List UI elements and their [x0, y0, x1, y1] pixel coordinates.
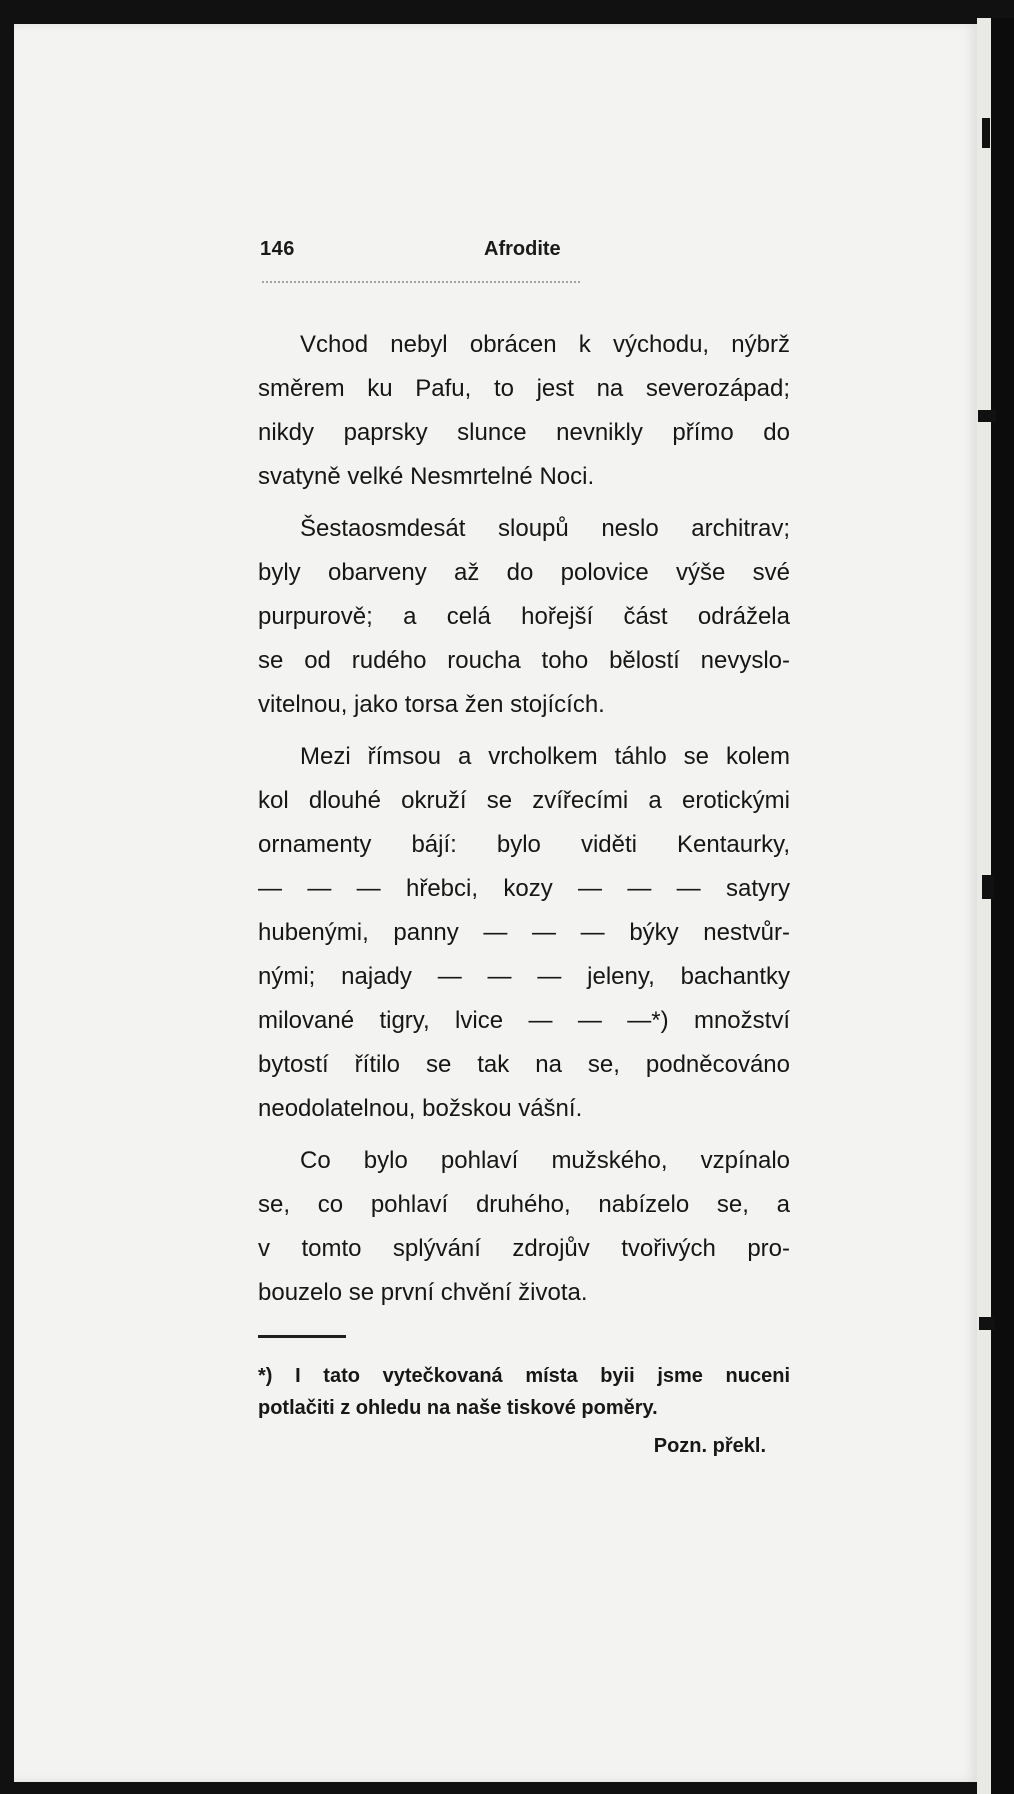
text-line: Co bylo pohlaví mužského, vzpínalo [300, 1147, 790, 1174]
text-line: Vchod nebyl obrácen k východu, nýbrž [300, 331, 790, 358]
translator-note-signature: Pozn. překl. [653, 1435, 766, 1457]
main-text [258, 323, 790, 1315]
text-line: nikdy paprsky slunce nevnikly přímo do [258, 419, 790, 446]
text-line: Šestaosmdesát sloupů neslo architrav; [300, 515, 790, 542]
book-title: Afrodite [484, 238, 561, 260]
binding-mark-middle [978, 410, 996, 422]
text-line: nými; najady — — — jeleny, bachantky [258, 963, 790, 990]
text-line: hubenými, panny — — — býky nestvůr- [258, 919, 790, 946]
text-line: bouzelo se první chvění života. [258, 1279, 588, 1306]
footnote-rule [258, 1335, 346, 1338]
paragraph-spacing [258, 1131, 790, 1139]
text-line: milované tigry, lvice — — —*) množství [258, 1007, 790, 1034]
binding-mark-bottom [979, 1317, 995, 1330]
binding-mark-top [982, 118, 990, 148]
text-line: bytostí řítilo se tak na se, podněcováno [258, 1051, 790, 1078]
footnote-line: *) I tato vytečkovaná místa byii jsme nuceni [258, 1365, 790, 1387]
text-line: byly obarveny až do polovice výše své [258, 559, 790, 586]
text-line: purpurově; a celá hořejší část odrážela [258, 603, 790, 630]
text-line: se, co pohlaví druhého, nabízelo se, a [258, 1191, 790, 1218]
text-line: kol dlouhé okruží se zvířecími a erotickými [258, 787, 790, 814]
text-line: Mezi římsou a vrcholkem táhlo se kolem [300, 743, 790, 770]
text-line: svatyně velké Nesmrtelné Noci. [258, 463, 595, 490]
paragraph-4 [258, 1139, 790, 1315]
footnote-line: potlačiti z ohledu na naše tiskové poměry. [258, 1397, 658, 1419]
binding-mark-lower [982, 875, 994, 899]
text-line: v tomto splývání zdrojův tvořivých pro- [258, 1235, 790, 1262]
paragraph-spacing [258, 727, 790, 735]
paragraph-2 [258, 507, 790, 727]
running-head [260, 238, 580, 268]
text-line: neodolatelnou, božskou vášní. [258, 1095, 583, 1122]
text-line: ornamenty bájí: bylo viděti Kentaurky, [258, 831, 790, 858]
text-line: — — — hřebci, kozy — — — satyry [258, 875, 790, 902]
footnote [258, 1360, 790, 1424]
paragraph-3 [258, 735, 790, 1131]
page-number: 146 [260, 238, 295, 260]
right-page-edge [977, 18, 1014, 1794]
text-line: vitelnou, jako torsa žen stojících. [258, 691, 605, 718]
paragraph-spacing [258, 499, 790, 507]
text-line: směrem ku Pafu, to jest na severozápad; [258, 375, 790, 402]
header-dotted-rule [262, 281, 580, 283]
text-line: se od rudého roucha toho bělostí nevyslo- [258, 647, 790, 674]
paragraph-1 [258, 323, 790, 499]
